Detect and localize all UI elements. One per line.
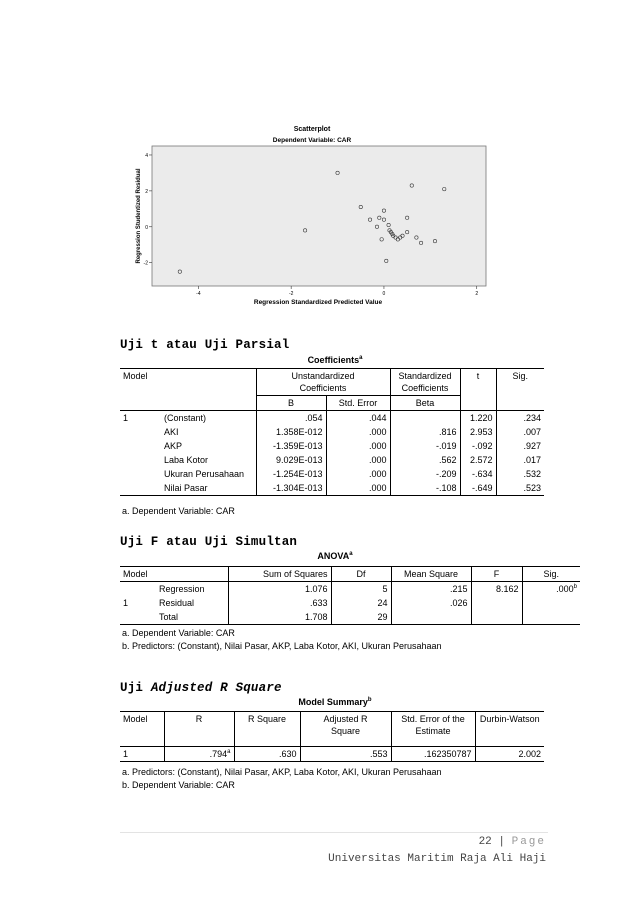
ms-dw: 2.002 <box>475 747 544 762</box>
model-summary-title-text: Model Summary <box>298 697 368 707</box>
anova-title-sup: a <box>349 551 353 557</box>
heading-uji-r-pre: Uji <box>120 681 151 695</box>
heading-uji-f: Uji F atau Uji Simultan <box>120 535 298 549</box>
anova-ms: .215 <box>391 582 471 597</box>
coef-t: 1.220 <box>460 411 496 426</box>
footer-university: Universitas Maritim Raja Ali Haji <box>328 853 546 865</box>
ms-r-cell <box>164 747 234 762</box>
anova-h-f: F <box>471 567 522 582</box>
anova-ss: 1.708 <box>228 610 331 625</box>
table-row <box>120 453 544 467</box>
table-row <box>120 481 544 496</box>
ms-r: .794 <box>209 749 228 759</box>
anova-note-a: a. Dependent Variable: CAR <box>122 628 235 638</box>
coef-beta: .562 <box>390 453 460 467</box>
scatter-xlabel: Regression Standardized Predicted Value <box>253 299 383 306</box>
scatter-xtick-label: -4 <box>196 291 201 297</box>
coef-beta: .816 <box>390 425 460 439</box>
model-summary-title-sup: b <box>367 697 372 703</box>
ms-model: 1 <box>123 749 129 759</box>
coef-b: -1.304E-013 <box>256 481 326 496</box>
anova-df: 24 <box>331 596 391 610</box>
heading-uji-t: Uji t atau Uji Parsial <box>120 338 290 352</box>
coef-t: 2.953 <box>460 425 496 439</box>
table-row <box>120 610 580 625</box>
anova-ss: .633 <box>228 596 331 610</box>
scatter-subtitle: Dependent Variable: CAR <box>272 137 352 144</box>
coef-se: .000 <box>326 439 390 453</box>
model-summary-table <box>120 711 544 762</box>
anova-sig-cell <box>522 582 580 597</box>
coef-se: .000 <box>326 453 390 467</box>
coef-h-t: t <box>460 369 496 411</box>
scatter-ytick-label: 4 <box>145 152 148 159</box>
model-summary-title <box>285 697 385 707</box>
coef-t: 2.572 <box>460 453 496 467</box>
scatter-plot-area <box>152 146 486 286</box>
coef-b: 1.358E-012 <box>256 425 326 439</box>
ms-note-b: b. Dependent Variable: CAR <box>122 780 235 790</box>
scatterplot <box>132 120 492 310</box>
coef-b: .054 <box>256 411 326 426</box>
anova-h-model: Model <box>123 569 148 579</box>
ms-h-see: Std. Error of the Estimate <box>391 712 475 747</box>
page-number <box>479 836 546 848</box>
ms-note-a: a. Predictors: (Constant), Nilai Pasar, AKP, Laba Kotor, AKI, Ukuran Perusahaan <box>122 767 442 777</box>
anova-f: 8.162 <box>471 582 522 597</box>
coef-sig: .234 <box>496 411 544 426</box>
coef-sig: .007 <box>496 425 544 439</box>
anova-h-sig: Sig. <box>522 567 580 582</box>
coef-h-sig: Sig. <box>496 369 544 411</box>
anova-ms <box>391 610 471 625</box>
coef-sig: .927 <box>496 439 544 453</box>
anova-df: 29 <box>331 610 391 625</box>
coef-beta <box>390 411 460 426</box>
coef-beta: -.019 <box>390 439 460 453</box>
scatter-xtick-label: -2 <box>288 291 294 297</box>
table-row <box>120 582 580 597</box>
coefficients-title-text: Coefficients <box>307 355 360 365</box>
ms-r2: .630 <box>234 747 300 762</box>
coefficients-title <box>300 355 370 365</box>
coef-var: AKI <box>164 427 179 437</box>
table-row <box>120 411 544 426</box>
coef-se: .044 <box>326 411 390 426</box>
coefficients-table <box>120 368 544 496</box>
page-number-value: 22 <box>478 836 492 848</box>
ms-see: .162350787 <box>391 747 475 762</box>
anova-source: Residual <box>159 598 195 608</box>
scatter-ytick-label: -2 <box>143 260 148 267</box>
coef-b: -1.359E-013 <box>256 439 326 453</box>
scatter-title: Scatterplot <box>293 126 331 133</box>
anova-h-ss: Sum of Squares <box>228 567 331 582</box>
ms-adj: .553 <box>300 747 391 762</box>
anova-h-ms: Mean Square <box>391 567 471 582</box>
coef-sig: .017 <box>496 453 544 467</box>
ms-r-sup: a <box>227 749 231 755</box>
coef-t: -.649 <box>460 481 496 496</box>
anova-source: Regression <box>159 584 205 594</box>
coef-se: .000 <box>326 425 390 439</box>
anova-df: 5 <box>331 582 391 597</box>
coef-beta: -.209 <box>390 467 460 481</box>
anova-sig-sup: b <box>573 584 578 590</box>
coef-h-std: Standardized Coefficients <box>390 369 460 396</box>
coef-var: AKP <box>164 441 183 451</box>
anova-title-text: ANOVA <box>317 551 350 561</box>
coef-t: -.092 <box>460 439 496 453</box>
anova-f <box>471 596 522 610</box>
scatter-ylabel: Regression Studentized Residual <box>136 168 142 264</box>
coef-se: .000 <box>326 481 390 496</box>
coef-b: 9.029E-013 <box>256 453 326 467</box>
coef-sig: .523 <box>496 481 544 496</box>
coefficients-title-sup: a <box>359 355 363 361</box>
heading-uji-r <box>120 681 282 695</box>
anova-source: Total <box>159 612 179 622</box>
scatter-xtick-label: 2 <box>475 291 479 297</box>
ms-h-r2: R Square <box>234 712 300 747</box>
scatter-ytick-label: 0 <box>145 224 148 231</box>
anova-note-b: b. Predictors: (Constant), Nilai Pasar, AKP, Laba Kotor, AKI, Ukuran Perusahaan <box>122 641 442 651</box>
table-row <box>120 425 544 439</box>
anova-table <box>120 566 580 625</box>
coef-beta: -.108 <box>390 481 460 496</box>
anova-sig <box>522 596 580 610</box>
coef-model-no: 1 <box>123 413 129 423</box>
coef-t: -.634 <box>460 467 496 481</box>
coef-se: .000 <box>326 467 390 481</box>
coef-var: Laba Kotor <box>164 455 209 465</box>
anova-ms: .026 <box>391 596 471 610</box>
coef-h-b: B <box>256 396 326 411</box>
ms-h-r: R <box>164 712 234 747</box>
coef-note: a. Dependent Variable: CAR <box>122 506 235 516</box>
scatter-xtick-label: 0 <box>382 291 386 297</box>
ms-h-dw: Durbin-Watson <box>475 712 544 747</box>
table-row <box>120 439 544 453</box>
coef-var: Ukuran Perusahaan <box>164 469 245 479</box>
page-word: Page <box>511 836 546 848</box>
coef-h-beta: Beta <box>390 396 460 411</box>
anova-sig <box>522 610 580 625</box>
ms-h-model: Model <box>123 714 148 724</box>
heading-uji-r-italic: Adjusted R Square <box>150 681 282 695</box>
coef-var: Nilai Pasar <box>164 483 208 493</box>
anova-ss: 1.076 <box>228 582 331 597</box>
footer-divider <box>120 832 548 833</box>
coef-h-se: Std. Error <box>326 396 390 411</box>
page-sep: | <box>498 836 505 848</box>
anova-model-no: 1 <box>123 598 129 608</box>
anova-h-df: Df <box>331 567 391 582</box>
scatter-ytick-label: 2 <box>145 188 148 195</box>
table-row <box>120 747 544 762</box>
anova-title <box>300 551 370 561</box>
coef-var: (Constant) <box>164 413 207 423</box>
coef-h-unstd: Unstandardized Coefficients <box>256 369 390 396</box>
coef-b: -1.254E-013 <box>256 467 326 481</box>
anova-f <box>471 610 522 625</box>
ms-h-adj: Adjusted R Square <box>300 712 391 747</box>
table-row <box>120 596 580 610</box>
anova-sig: .000 <box>556 584 574 594</box>
coef-sig: .532 <box>496 467 544 481</box>
table-row <box>120 467 544 481</box>
coef-h-model: Model <box>123 371 148 381</box>
